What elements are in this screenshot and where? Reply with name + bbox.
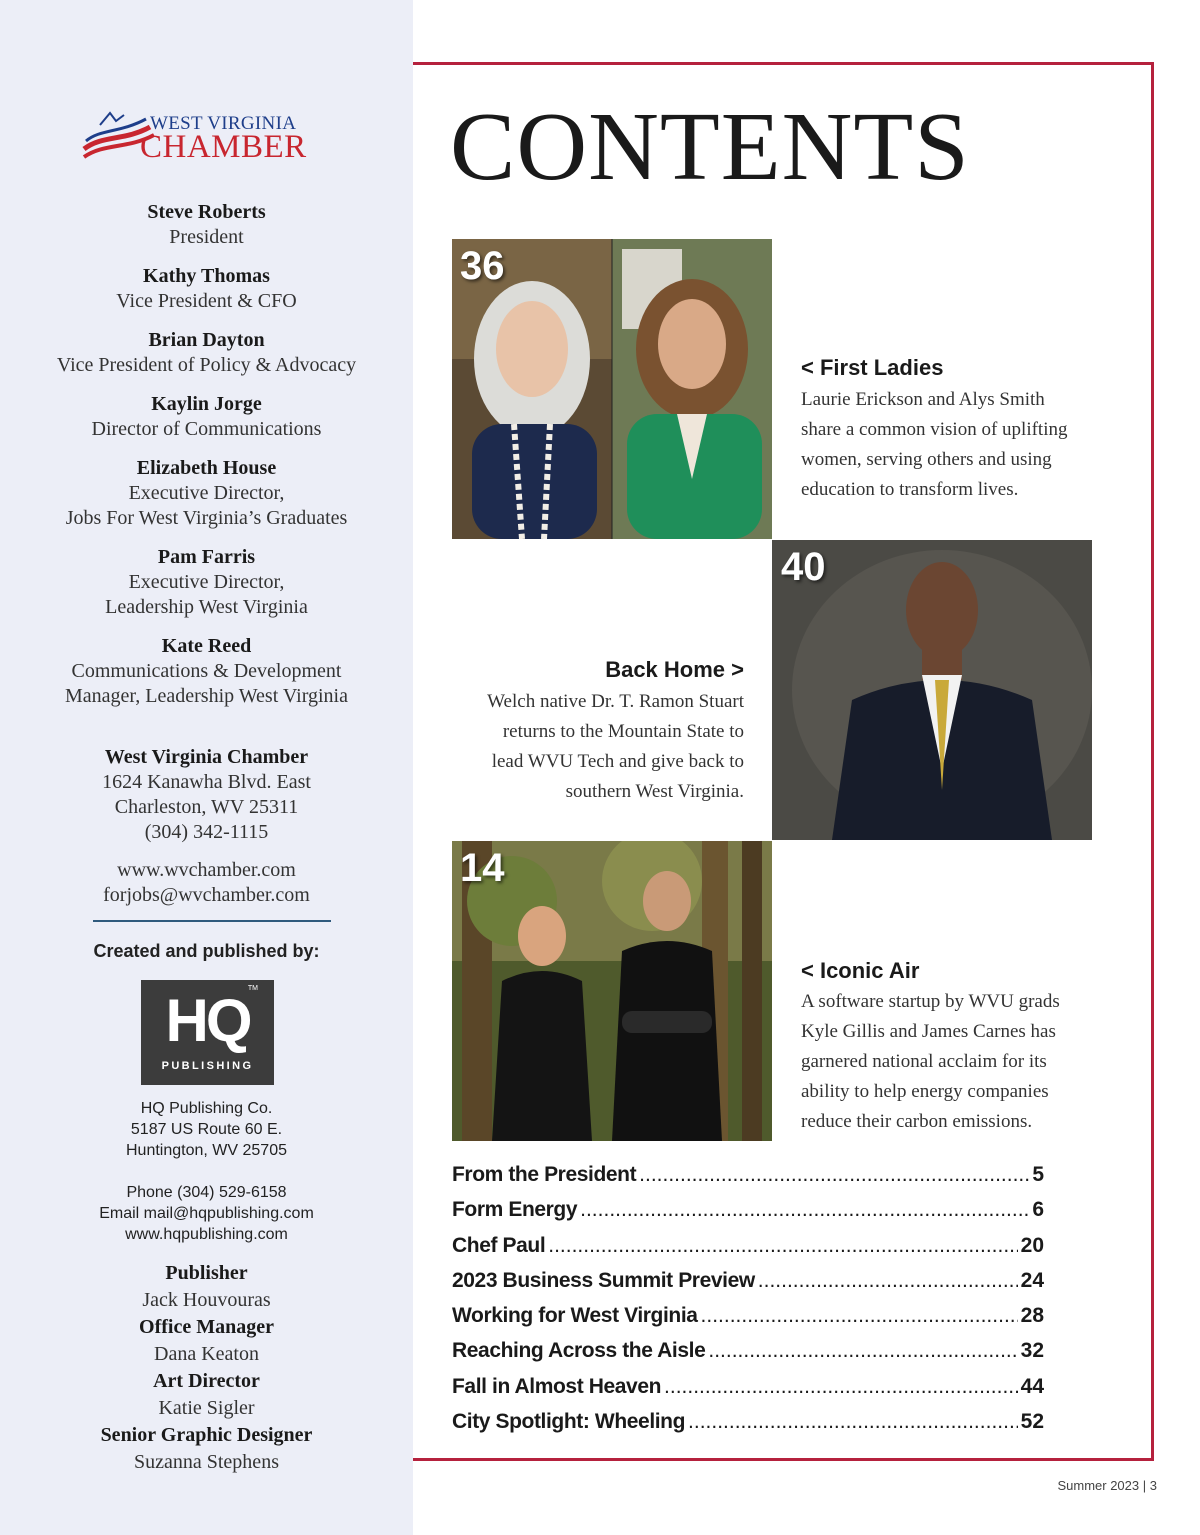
publisher-company: HQ Publishing Co. [140, 1100, 273, 1117]
toc-entry[interactable] [452, 1375, 1044, 1410]
chamber-email-link[interactable]: forjobs@wvchamber.com [103, 884, 310, 906]
credit-role: Office Manager [139, 1316, 274, 1338]
hq-publishing-logo [141, 980, 274, 1085]
toc-entry[interactable] [452, 1163, 1044, 1198]
chamber-address-line-1: 1624 Kanawha Blvd. East [102, 771, 311, 793]
chamber-web [0, 858, 413, 908]
staff-entry [0, 200, 413, 250]
feature-description-line: education to transform lives. [801, 479, 1019, 500]
staff-title: Vice President & CFO [116, 290, 297, 312]
feature-description-line: reduce their carbon emissions. [801, 1111, 1033, 1132]
toc-leader-dots [548, 1234, 1017, 1258]
feature-description-line: women, serving others and using [801, 449, 1052, 470]
toc-entry-page: 32 [1020, 1339, 1044, 1363]
toc-entry[interactable] [452, 1269, 1044, 1304]
feature-heading[interactable]: Back Home > [605, 657, 744, 682]
staff-entry [0, 634, 413, 709]
footer-issue: Summer 2023 [1057, 1478, 1140, 1493]
credit-name: Katie Sigler [158, 1397, 255, 1419]
staff-name: Elizabeth House [136, 457, 277, 479]
toc-entry-page: 6 [1032, 1198, 1044, 1222]
credit-name: Suzanna Stephens [134, 1451, 279, 1473]
staff-entry [0, 456, 413, 531]
toc-leader-dots [639, 1163, 1029, 1187]
created-by-label: Created and published by: [93, 941, 320, 961]
publisher-phone: Phone (304) 529-6158 [126, 1184, 287, 1201]
logo-line-1: WEST VIRGINIA [150, 113, 297, 134]
feature-page-number: 14 [460, 846, 505, 890]
staff-list [0, 200, 413, 723]
staff-title: Manager, Leadership West Virginia [65, 685, 348, 707]
staff-title: Vice President of Policy & Advocacy [56, 354, 357, 376]
credit-name: Jack Houvouras [142, 1289, 271, 1311]
chamber-contact [0, 745, 413, 845]
footer-page-number: 3 [1149, 1478, 1157, 1493]
footer-separator: | [1142, 1478, 1147, 1493]
publisher-address-line-1: 5187 US Route 60 E. [130, 1121, 283, 1138]
toc-entry-page: 28 [1020, 1304, 1044, 1328]
toc-entry-page: 20 [1020, 1233, 1044, 1257]
spacer [0, 1161, 413, 1182]
toc-entry-page: 52 [1020, 1410, 1044, 1434]
credits-list [0, 1260, 413, 1476]
feature-description-line: lead WVU Tech and give back to [491, 751, 744, 772]
staff-title: Director of Communications [91, 418, 322, 440]
staff-title: Jobs For West Virginia’s Graduates [65, 507, 348, 529]
staff-entry [0, 545, 413, 620]
staff-title: Communications & Development [71, 660, 342, 682]
chamber-address-line-2: Charleston, WV 25311 [114, 796, 299, 818]
feature-description-line: returns to the Mountain State to [502, 721, 744, 742]
publisher-email[interactable]: Email mail@hqpublishing.com [99, 1205, 314, 1222]
toc-entry[interactable] [452, 1410, 1044, 1445]
toc-entry-title: From the President [452, 1163, 637, 1186]
feature-heading[interactable]: < Iconic Air [801, 958, 920, 983]
credit-role: Art Director [153, 1370, 260, 1392]
wv-chamber-logo [80, 105, 340, 167]
staff-name: Brian Dayton [148, 329, 265, 351]
staff-entry [0, 392, 413, 442]
publisher-address-line-2: Huntington, WV 25705 [126, 1142, 287, 1159]
feature-description-line: Laurie Erickson and Alys Smith [801, 389, 1045, 410]
staff-title: Leadership West Virginia [105, 596, 308, 618]
feature-page-number: 40 [781, 545, 826, 589]
feature-heading[interactable]: < First Ladies [801, 355, 944, 380]
toc-entry-title: Reaching Across the Aisle [452, 1339, 706, 1363]
credit-role: Publisher [165, 1262, 248, 1284]
page-footer [1057, 1478, 1157, 1493]
toc-entry[interactable] [452, 1339, 1044, 1374]
feature-description-line: A software startup by WVU grads [801, 991, 1060, 1012]
chamber-website-link[interactable]: www.wvchamber.com [117, 859, 296, 881]
chamber-name: West Virginia Chamber [104, 746, 309, 768]
feature-description-line: Welch native Dr. T. Ramon Stuart [487, 691, 744, 712]
feature-description [414, 687, 744, 807]
feature-description-line: garnered national acclaim for its [801, 1051, 1047, 1072]
toc-entry-page: 44 [1020, 1374, 1044, 1398]
staff-title: Executive Director, [128, 571, 285, 593]
toc-entry[interactable] [452, 1304, 1044, 1339]
toc-entry-title: 2023 Business Summit Preview [452, 1268, 755, 1292]
logo-line-2: CHAMBER [140, 129, 307, 165]
toc-leader-dots [708, 1339, 1017, 1363]
staff-name: Pam Farris [157, 546, 256, 568]
toc-leader-dots [580, 1198, 1029, 1222]
feature-description-line: southern West Virginia. [565, 781, 744, 802]
staff-name: Kathy Thomas [143, 265, 270, 287]
table-of-contents [452, 1163, 1044, 1445]
toc-entry[interactable] [452, 1198, 1044, 1233]
divider [93, 920, 331, 922]
toc-entry[interactable] [452, 1234, 1044, 1269]
feature-description-line: ability to help energy companies [801, 1081, 1049, 1102]
staff-name: Kaylin Jorge [151, 393, 262, 415]
staff-name: Steve Roberts [147, 201, 266, 223]
page-title: CONTENTS [450, 93, 970, 201]
staff-title: President [169, 226, 244, 248]
hq-logo-tm: TM [247, 985, 258, 992]
toc-entry-title: Chef Paul [452, 1233, 546, 1257]
publisher-website[interactable]: www.hqpublishing.com [125, 1226, 288, 1243]
toc-leader-dots [664, 1375, 1018, 1399]
hq-logo-subtitle: PUBLISHING [161, 1060, 254, 1072]
publisher-info [0, 1098, 413, 1245]
credit-name: Dana Keaton [154, 1343, 259, 1365]
toc-entry-title: Working for West Virginia [452, 1304, 698, 1328]
feature-description-line: share a common vision of uplifting [801, 419, 1068, 440]
toc-entry-page: 24 [1020, 1268, 1044, 1292]
staff-name: Kate Reed [161, 635, 252, 657]
staff-entry [0, 264, 413, 314]
toc-entry-title: City Spotlight: Wheeling [452, 1410, 686, 1434]
toc-leader-dots [701, 1304, 1018, 1328]
credit-role: Senior Graphic Designer [100, 1424, 313, 1446]
chamber-phone: (304) 342-1115 [144, 821, 269, 843]
toc-entry-page: 5 [1032, 1163, 1044, 1186]
feature-description-line: Kyle Gillis and James Carnes has [801, 1021, 1056, 1042]
feature-page-number: 36 [460, 244, 505, 288]
toc-entry-title: Form Energy [452, 1198, 578, 1222]
feature-description [801, 385, 1131, 505]
staff-entry [0, 328, 413, 378]
toc-leader-dots [758, 1269, 1018, 1293]
hq-logo-letters: HQ [165, 987, 250, 1054]
sidebar [0, 0, 413, 1535]
toc-leader-dots [688, 1410, 1018, 1434]
toc-entry-title: Fall in Almost Heaven [452, 1374, 662, 1398]
staff-title: Executive Director, [128, 482, 285, 504]
feature-description [801, 987, 1131, 1137]
